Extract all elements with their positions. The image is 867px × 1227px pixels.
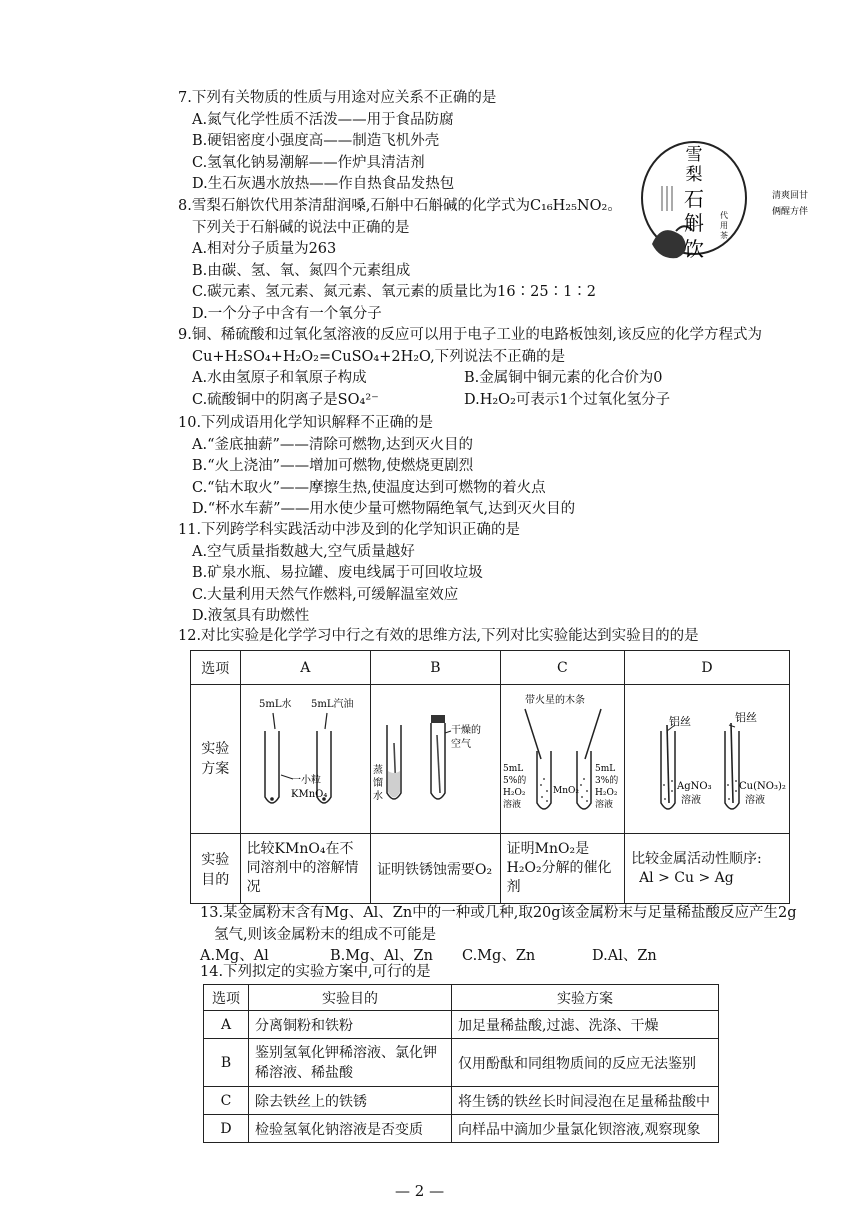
q12d-wire-2: 铝丝	[735, 711, 758, 724]
q12d-sol-1a: AgNO₃	[677, 781, 712, 792]
q12-header-b: B	[371, 651, 501, 685]
page-number: — 2 —	[395, 1182, 445, 1200]
q12d-sol-2b: 溶液	[745, 795, 766, 806]
q12-goal-d-line-1: 比较金属活动性顺序:	[631, 850, 762, 867]
q12-header-d: D	[625, 651, 790, 685]
q14-row-b-goal: 鉴别氢氧化钾稀溶液、氯化钾稀溶液、稀盐酸	[249, 1039, 452, 1087]
test-tubes-a-icon	[241, 685, 369, 833]
logo-small-print	[662, 186, 672, 211]
q12-diagram-c	[500, 685, 624, 834]
logo-char-4: 斛	[684, 211, 704, 235]
q12-goal-d-line-2: Al > Cu > Ag	[639, 869, 734, 886]
q12c-label-splint: 带火星的木条	[524, 695, 585, 706]
q12-diagram-d	[625, 685, 790, 834]
logo-side-text: 代	[720, 211, 728, 220]
q14-row-d-goal: 检验氢氧化钠溶液是否变质	[249, 1115, 452, 1143]
question-8	[178, 196, 622, 325]
q14-row-c-plan: 将生锈的铁丝长时间浸泡在足量稀盐酸中	[452, 1087, 719, 1115]
q9-option-d: D.H₂O₂可表示1个过氧化氢分子	[464, 391, 671, 408]
q13-option-d: D.Al、Zn	[592, 948, 657, 964]
question-13	[200, 903, 797, 968]
q12a-label-grain: 一小粒	[290, 775, 321, 786]
q12b-label-shui: 水	[373, 791, 384, 802]
q10-option-b: B.“火上浇油”——增加可燃物,使燃烧更剧烈	[192, 458, 474, 474]
question-7	[178, 88, 496, 196]
question-9	[178, 325, 762, 411]
q12-goal-c: 证明MnO₂是H₂O₂分解的催化剂	[500, 834, 624, 904]
logo-char-3: 石	[684, 187, 704, 211]
q7-option-d: D.生石灰遇水放热——作自热食品发热包	[192, 176, 455, 192]
q13-option-b: B.Mg、Al、Zn	[330, 948, 433, 964]
q7-option-c: C.氢氧化钠易潮解——作炉具清洁剂	[192, 154, 425, 171]
logo-right-text-2: 俩醒方伴	[772, 207, 809, 217]
table-row	[204, 1087, 719, 1115]
q8-option-d: D.一个分子中含有一个氧分子	[192, 305, 382, 322]
pear-logo-icon	[632, 126, 842, 276]
q10-stem: 10.下列成语用化学知识解释不正确的是	[178, 415, 434, 431]
q8-option-a: A.相对分子质量为263	[192, 241, 337, 257]
q11-option-b: B.矿泉水瓶、易拉罐、废电线属于可回收垃圾	[192, 565, 483, 581]
q12c-left-2: 5%的	[502, 776, 526, 786]
logo-char-5: 饮	[684, 237, 704, 261]
q12a-label-water: 5mL水	[258, 699, 292, 710]
question-11	[178, 520, 520, 628]
q8-stem-2: 下列关于石斛碱的说法中正确的是	[192, 219, 410, 236]
q14-row-c-option: C	[204, 1087, 249, 1115]
test-tubes-d-icon	[625, 685, 787, 833]
q12b-label-air: 空气	[451, 739, 472, 750]
logo-char-1: 雪	[685, 145, 703, 165]
q7-stem: 7.下列有关物质的性质与用途对应关系不正确的是	[178, 90, 497, 106]
q12c-right-2: 3%的	[594, 776, 618, 786]
q12-goal-a: 比较KMnO₄在不同溶剂中的溶解情况	[240, 834, 371, 904]
test-tubes-c-icon	[501, 685, 623, 833]
question-12-stem: 12.对比实验是化学学习中行之有效的思维方法,下列对比实验能达到实验目的的是	[178, 628, 699, 644]
q12b-label-zheng: 蒸	[373, 765, 384, 776]
q14-row-c-goal: 除去铁丝上的铁锈	[249, 1087, 452, 1115]
q12-header-a: A	[240, 651, 371, 685]
q9-option-c: C.硫酸铜中的阴离子是SO₄²⁻	[192, 391, 379, 408]
q14-row-d-plan: 向样品中滴加少量氯化钡溶液,观察现象	[452, 1115, 719, 1143]
q10-option-d: D.“杯水车薪”——用水使少量可燃物隔绝氧气,达到灭火目的	[192, 501, 576, 517]
q14-row-d-option: D	[204, 1115, 249, 1143]
q8-option-c: C.碳元素、氢元素、氮元素、氧元素的质量比为16∶25∶1∶2	[192, 284, 597, 300]
q9-option-a: A.水由氢原子和氧原子构成	[192, 370, 367, 386]
q12b-label-dry: 干燥的	[451, 725, 482, 736]
q11-option-a: A.空气质量指数越大,空气质量越好	[192, 543, 415, 560]
q7-option-a: A.氮气化学性质不活泼——用于食品防腐	[192, 111, 454, 128]
q12d-sol-2a: Cu(NO₃)₂	[739, 781, 786, 792]
q13-stem: 13.某金属粉末含有Mg、Al、Zn中的一种或几种,取20g该金属粉末与足量稀盐酸反应产生2g	[200, 905, 797, 921]
q12-goal-d	[625, 834, 790, 904]
q12b-label-liu: 馏	[373, 778, 384, 789]
q14-header-goal: 实验目的	[249, 985, 452, 1011]
q12-goal-b: 证明铁锈蚀需要O₂	[371, 834, 501, 904]
q12c-left-3: H₂O₂	[502, 788, 526, 798]
q12c-left-4: 溶液	[502, 800, 521, 810]
q11-stem: 11.下列跨学科实践活动中涉及到的化学知识正确的是	[178, 522, 521, 538]
table-row	[204, 1115, 719, 1143]
q12d-wire-1: 铝丝	[669, 715, 692, 728]
q12c-right-1: 5mL	[594, 764, 615, 774]
q14-row-a-option: A	[204, 1011, 249, 1039]
q10-option-c: C.“钻木取火”——摩擦生热,使温度达到可燃物的着火点	[192, 479, 546, 496]
q13-option-c: C.Mg、Zn	[462, 948, 536, 964]
table-row	[204, 1039, 719, 1087]
q9-options-row-1	[178, 368, 762, 390]
q10-option-a: A.“釜底抽薪”——清除可燃物,达到灭火目的	[192, 436, 474, 453]
logo-char-2: 梨	[685, 165, 703, 185]
q14-header-option: 选项	[204, 985, 249, 1011]
q9-option-b: B.金属铜中铜元素的化合价为0	[464, 370, 663, 386]
q14-row-b-plan: 仅用酚酞和同组物质间的反应无法鉴别	[452, 1039, 719, 1087]
q14-plan-table	[203, 984, 719, 1143]
question-14-stem: 14.下列拟定的实验方案中,可行的是	[200, 964, 431, 980]
q12-experiment-table	[190, 650, 790, 904]
q12-row-label-plan: 实验方案	[191, 685, 241, 834]
q9-stem: 9.铜、稀硫酸和过氧化氢溶液的反应可以用于电子工业的电路板蚀刻,该反应的化学方程式为	[178, 327, 762, 343]
logo-side-text-2: 用	[720, 221, 728, 230]
q12c-right-3: H₂O₂	[594, 788, 618, 798]
q14-row-a-goal: 分离铜粉和铁粉	[249, 1011, 452, 1039]
q12a-label-kmno4: KMnO₄	[290, 789, 327, 800]
q12c-mno2: MnO₂	[552, 786, 579, 796]
q9-options-row-2	[178, 390, 762, 412]
q9-stem-2: Cu+H₂SO₄+H₂O₂=CuSO₄+2H₂O,下列说法不正确的是	[192, 348, 566, 365]
q11-option-d: D.液氢具有助燃性	[192, 608, 310, 624]
q13-stem-2: 氢气,则该金属粉末的组成不可能是	[214, 926, 437, 943]
q12-header-option: 选项	[191, 651, 241, 685]
table-row	[204, 1011, 719, 1039]
question-10	[178, 413, 575, 521]
q13-option-a: A.Mg、Al	[200, 948, 269, 964]
q12-row-label-goal: 实验目的	[191, 834, 241, 904]
q7-option-b: B.硬铝密度小强度高——制造飞机外壳	[192, 133, 440, 149]
q8-stem: 8.雪梨石斛饮代用茶清甜润嗓,石斛中石斛碱的化学式为C₁₆H₂₅NO₂。	[178, 198, 622, 214]
logo-side-text-3: 茶	[720, 231, 728, 240]
q11-option-c: C.大量利用天然气作燃料,可缓解温室效应	[192, 586, 459, 603]
q12-header-c: C	[500, 651, 624, 685]
q14-header-plan: 实验方案	[452, 985, 719, 1011]
test-tubes-b-icon	[371, 685, 483, 833]
logo-right-text: 清爽回甘	[772, 191, 809, 201]
q14-row-a-plan: 加足量稀盐酸,过滤、洗涤、干燥	[452, 1011, 719, 1039]
product-logo	[632, 126, 842, 276]
q14-row-b-option: B	[204, 1039, 249, 1087]
q12c-left-1: 5mL	[502, 764, 523, 774]
q12a-label-gasoline: 5mL汽油	[310, 699, 354, 710]
q12c-right-4: 溶液	[594, 800, 613, 810]
q12-diagram-a	[240, 685, 371, 834]
q8-option-b: B.由碳、氢、氧、氮四个元素组成	[192, 262, 411, 279]
q12d-sol-1b: 溶液	[681, 795, 702, 806]
q12-diagram-b	[371, 685, 501, 834]
